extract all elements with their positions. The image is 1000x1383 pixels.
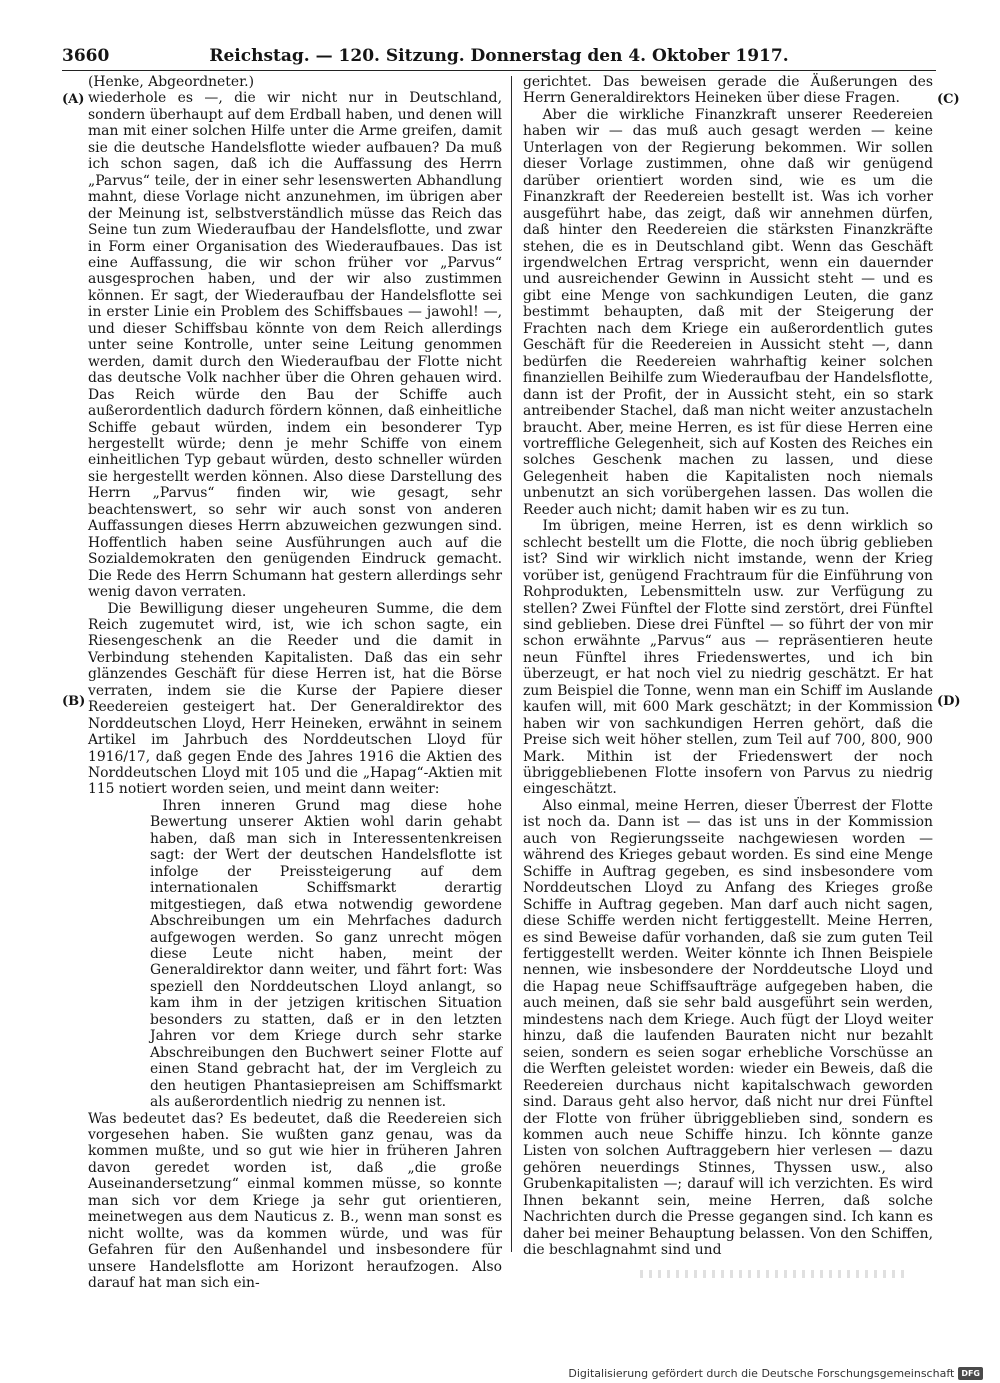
left-paragraph-2: Die Bewilligung dieser ungeheuren Summe, die dem Reich zugemutet wird, ist, wie ich schon sagte, ein Riesengeschenk an die Reeder und die damit in Verbindung stehenden Kapitalisten. Daß das ein sehr glänzendes Geschäft für diese Herren ist, hat die Börse verraten, indem sie die Kurse der Papiere dieser Reedereien gesteigert hat. Der Generaldirektor des Norddeutschen Lloyd, Herr Heineken, erwähnt in seinem Artikel im Jahrbuch des Norddeutschen Lloyd für 1916/17, daß gegen Ende des Jahres 1916 die Aktien des Norddeutschen Lloyd mit 105 und die „Hapag“-Aktien mit 115 notiert worden seien, und meint dann weiter: [88,600,502,798]
column-divider [511,76,512,1252]
margin-mark-a: (A) [62,92,85,107]
page-number: 3660 [62,46,110,66]
right-paragraph-3: Im übrigen, meine Herren, ist es denn wirklich so schlecht bestellt um die Flotte, die noch übrig geblieben ist? Sind wir wirklich nicht imstande, wenn der Krieg vorüber ist, genügend Frachtraum für die Einführung von Rohprodukten, Lebensmitteln usw. zur Verfügung zu stellen? Zwei Fünftel der Flotte sind zerstört, drei Fünftel sind geblieben. Diese drei Fünftel — so führt der von mir schon erwähnte „Parvus“ aus — repräsentieren heute neun Fünftel ihres Friedenswertes, und ich bin überzeugt, er hat noch viel zu niedrig geschätzt. Er hat zum Beispiel die Tonne, wenn man ein Schiff im Auslande kaufen will, mit 600 Mark geschätzt; in der Kommission haben wir von sachkundigen Herren gehört, daß die Preise sich weit höher stellen, zum Teil auf 700, 800, 900 Mark. Mithin ist der Friedenswert der noch übriggebliebenen Flotte insofern von Parvus zu niedrig eingeschätzt. [523,518,933,798]
right-paragraph-4: Also einmal, meine Herren, dieser Überrest der Flotte ist noch da. Dann ist — das ist uns in der Kommission auch von Regierungsseite nachgewiesen worden — während des Krieges gebaut worden. Es sind eine Menge Schiffe in Auftrag gegeben, es sind insbesondere vom Norddeutschen Lloyd zu Anfang des Krieges große Schiffe in Auftrag gegeben. Man darf auch nicht sagen, diese Schiffe werden nicht fertiggestellt. Meine Herren, es sind Beweise dafür vorhanden, daß sie zum guten Teil fertiggestellt werden. Weiter könnte ich Ihnen Beispiele nennen, wie insbesondere der Norddeutsche Lloyd und die Hapag neue Schiffsaufträge aufgegeben haben, die auch meinen, daß sie sehr bald ausgeführt sein werden, mindestens nach dem Kriege. Auch fügt der Lloyd weiter hinzu, daß die laufenden Bauraten nicht nur bezahlt seien, sondern es seien sogar erhebliche Vorschüsse an die Werften geleistet worden: wieder ein Beweis, daß die Reedereien durchaus nicht kapitalschwach geworden sind. Daraus geht also hervor, daß nicht nur drei Fünftel der Flotte von früher übriggeblieben sind, sondern es kommen auch neue Schiffe hinzu. Ich könnte ganze Listen von solchen Auftraggebern hier verlesen — dazu gehören neuerdings Stinnes, Thyssen usw., also Grubenkapitalisten —; darauf will ich verzichten. Es wird Ihnen bekannt sein, meine Herren, daß solche Nachrichten durch die Presse gegangen sind. Ich kann es daher bei meiner Behauptung belassen. Von den Schiffen, die beschlagnahmt sind und [523,797,933,1259]
margin-mark-c: (C) [937,92,960,107]
margin-mark-d: (D) [937,694,961,709]
dfg-logo: DFG [958,1367,983,1380]
funding-note: Digitalisierung gefördert durch die Deutsche Forschungsgemeinschaft [568,1367,955,1380]
left-paragraph-1: wiederhole es —, die wir nicht nur in Deutschland, sondern überhaupt auf dem Erdball haben, und denen will man mit einer solchen Hilfe unter die Arme greifen, damit sie die deutsche Handelsflotte wieder aufbauen? Da muß ich schon sagen, daß ich die Auffassung des Herrn „Parvus“ teile, der in einer sehr lesenswerten Abhandlung mahnt, diese Vorlage nicht anzunehmen, im übrigen aber der Meinung ist, selbstverständlich müsse das Reich das Seine tun zum Wiederaufbau der Handelsflotte, und zwar in Form einer Organisation des Wiederaufbaues. Das ist eine Auffassung, die wir schon früher vor „Parvus“ ausgesprochen haben, und der wir also zustimmen können. Er sagt, der Wiederaufbau der Handelsflotte sei in erster Linie ein Problem des Schiffsbaues — jawohl! —, und dieser Schiffsbau könnte von dem Reich allerdings unter seine Kontrolle, unter seine Leitung genommen werden, damit durch den Wiederaufbau der Flotte nicht das deutsche Volk nachher über die Ohren gehauen wird. Das Reich würde den Bau der Schiffe auch außerordentlich dadurch fördern können, daß einheitliche Schiffe gebaut würden, indem ein besonderer Typ hergestellt würde; denn je mehr Schiffe von einem einheitlichen Typ gebaut würden, desto schneller würden sie hergestellt werden können. Also diese Darstellung des Herrn „Parvus“ finden wir, wie gesagt, sehr beachtenswert, so sehr wir auch sonst von anderen Auffassungen dieses Herrn abzuweichen gezwungen sind. Hoffentlich haben seine Ausführungen auch auf die Sozialdemokraten den genügenden Eindruck gemacht. Die Rede des Herrn Schumann hat gestern allerdings sehr wenig davon verraten. [88,90,502,601]
speaker-label: (Henke, Abgeordneter.) [88,74,255,90]
left-column [88,74,502,1292]
margin-mark-b: (B) [62,694,86,709]
right-paragraph-2: Aber die wirkliche Finanzkraft unserer Reedereien haben wir — das muß auch gesagt werden — keine Unterlagen von der Regierung bekommen. Wir sollen dieser Vorlage zustimmen, ohne daß wir genügend darüber orientiert worden sind, wie es um die Finanzkraft der Reedereien bestellt ist. Was ich vorher ausgeführt habe, das zeigt, daß wir annehmen dürfen, daß hinter den Reedereien die stärksten Finanzkräfte stehen, die es in Deutschland gibt. Wenn das Geschäft irgendwelchen Ertrag verspricht, wenn ein dauernder und ausreichender Gewinn in Aussicht steht — und es gibt eine Menge von sachkundigen Leuten, die ganz bestimmt behaupten, daß mit der Steigerung der Frachten nach dem Kriege ein außerordentlich gutes Geschäft für die Reedereien in Aussicht steht —, dann bedürfen die Reedereien wahrhaftig keiner solchen finanziellen Beihilfe zum Wiederaufbau der Handelsflotte, dann ist der Profit, der in Aussicht steht, ein so stark antreibender Stachel, daß man nicht weiter anzustacheln braucht. Aber, meine Herren, es ist für diese Herren eine vortreffliche Gelegenheit, sich auf Kosten des Reiches ein solches Geschenk machen zu lassen, und diese Gelegenheit haben die Kapitalisten noch niemals unbenutzt an sich vorübergehen lassen. Das wollen die Reeder auch nicht; damit haben wir es zu tun. [523,106,933,518]
faint-bleed-through [640,1270,910,1278]
page-header [62,46,936,71]
right-column [523,74,933,1259]
funding-footer [568,1367,983,1380]
block-quote: Ihren inneren Grund mag diese hohe Bewertung unserer Aktien wohl darin gehabt haben, daß man sich in Interessentenkreisen sagt: der Wert der deutschen Handelsflotte ist infolge der Preissteigerung auf dem internationalen Schiffsmarkt derartig mitgestiegen, daß etwa notwendig gewordene Abschreibungen um ein Mehrfaches dadurch aufgewogen werden. So ganz unrecht mögen diese Leute nicht haben, meint der Generaldirektor dann weiter, und fährt fort: Was speziell den Norddeutschen Lloyd anlangt, so kam ihm in der jetzigen kritischen Situation besonders zu statten, daß er in den letzten Jahren vor dem Kriege durch sehr starke Abschreibungen den Buchwert seiner Flotte auf einen Stand gebracht hat, der im Vergleich zu den heutigen Phantasiepreisen am Schiffsmarkt als außerordentlich niedrig zu nennen ist. [150,797,502,1111]
page-running-title: Reichstag. — 120. Sitzung. Donnerstag den 4. Oktober 1917. [209,46,789,66]
right-paragraph-1: gerichtet. Das beweisen gerade die Äußerungen des Herrn Generaldirektors Heineken über diese Fragen. [523,74,933,107]
left-paragraph-3: Was bedeutet das? Es bedeutet, daß die Reedereien sich vorgesehen haben. Sie wußten ganz genau, was da kommen mußte, und so gut wie hier in früheren Jahren davon geredet worden ist, daß „die große Auseinandersetzung“ einmal kommen müsse, so konnte man sich vor dem Kriege ja sehr gut orientieren, meinetwegen aus dem Nauticus z. B., wenn man sonst es nicht wollte, was da kommen würde, und was für Gefahren für den Außenhandel und insbesondere für unsere Handelsflotte am Horizont heraufzogen. Also darauf hat man sich ein- [88,1110,502,1292]
